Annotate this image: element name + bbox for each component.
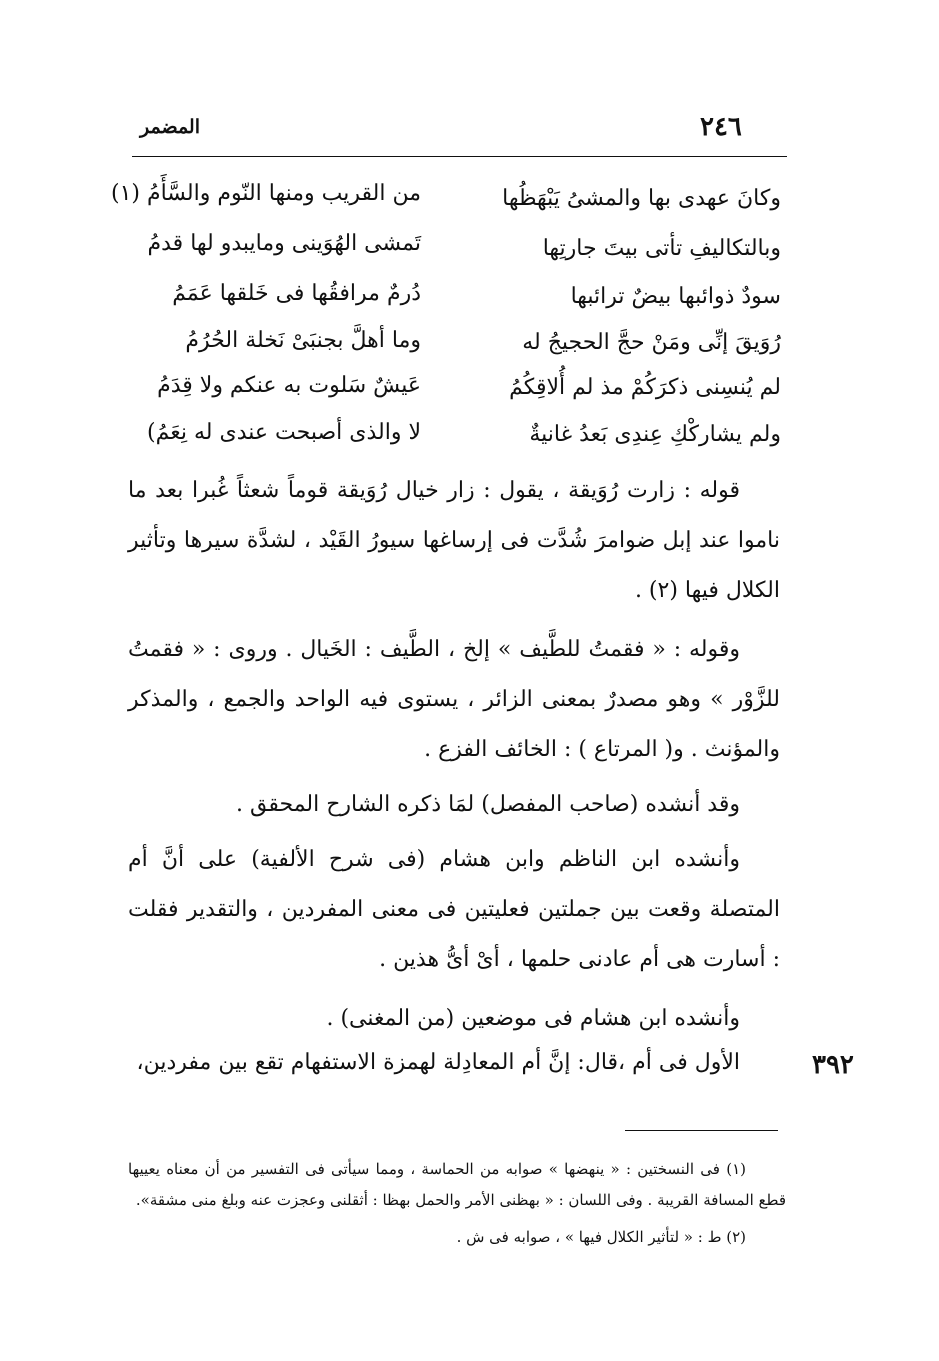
margin-page-number: ٣٩٢ — [812, 1050, 854, 1080]
verse-5-first-hemistich: لم يُنسِنى ذكرَكُمْ مذ لم أُلاقِكُمُ — [509, 375, 781, 400]
paragraph-2: وقوله : « فقمتُ للطَّيف » إلخ ، الطَّيف : الخَيال . وروى : « فقمتُ للزَّوْر » وهو مصدرٌ بمعنى الزائر ، يستوى فيه الواحد والجمع ، والمذكر والمؤنث . و( المرتاع ) : الخائف الفزع . — [128, 637, 780, 762]
running-head: المضمر — [140, 116, 200, 138]
verse-6-first-hemistich: ولم يشاركْكِ عِندِى بَعدُ غانيةٌ — [529, 422, 781, 447]
verse-2-second-hemistich: تَمشى الهُوَينى ومايبدو لها قدمُ — [147, 231, 421, 256]
paragraph-5: وأنشده ابن هشام فى موضعين (من المغنى) . — [326, 1006, 740, 1031]
page-number: ٢٤٦ — [700, 112, 742, 142]
verse-1-second-hemistich: من القريب ومنها النّوم والسَّأَمُ (١) — [110, 181, 421, 206]
verse-4-first-hemistich: رُوَيقَ إنِّى ومَنْ حجَّ الحجيجُ له — [522, 330, 781, 355]
footnote-rule — [625, 1130, 778, 1131]
verse-5-second-hemistich: عَيشٌ سَلوت به عنكم ولا قِدَمُ — [157, 373, 421, 398]
verse-6-second-hemistich: لا والذى أصبحت عندى له نِعَمُ) — [147, 420, 421, 445]
footnote-1: (١) فى النسختين : « ينهضها » صوابه من الحماسة ، ومما سيأتى فى التفسير من أن معناه يعييها قطع المسافة القريبة . وفى اللسان : « بهظنى الأمر والحمل بهظا : أثقلنى وعجزت عنه وبلغ منى مشقة». — [128, 1160, 786, 1209]
paragraph-1: قوله : زارت رُوَيقة ، يقول : زار خيال رُوَيقة قوماً شعثاً غُبرا بعد ما ناموا عند إبل ضوامرَ شُدَّت فى إرساغها سيورُ القَيْد ، لشدَّة سيرها وتأثير الكلال فيها (٢) . — [128, 478, 780, 603]
verse-1-first-hemistich: وكانَ عهدى بها والمشىُ يَبْهَظُها — [502, 186, 781, 211]
verse-4-second-hemistich: وما أهلَّ بجنبَىْ نَخلة الحُرُمُ — [185, 328, 421, 353]
paragraph-6: الأول فى أم ،قال: إنَّ أم المعادِلة لهمزة الاستفهام تقع بين مفردين، — [136, 1050, 740, 1075]
paragraph-4: وأنشده ابن الناظم وابن هشام (فى شرح الألفية) على أنَّ أم المتصلة وقعت بين جملتين فعليتين فى معنى المفردين ، والتقدير فقلت : أسارت هى أم عادنى حلمها ، أىْ أىُّ هذين . — [128, 847, 780, 972]
header-rule — [132, 156, 787, 157]
paragraph-3: وقد أنشده (صاحب المفصل) لمَا ذكره الشارح المحقق . — [236, 792, 740, 817]
footnote-2: (٢) ط : « لتأثير الكلال فيها » ، صوابه فى ش . — [456, 1228, 746, 1246]
verse-2-first-hemistich: وبالتكاليفِ تأتى بيتَ جارتِها — [542, 236, 781, 261]
verse-3-first-hemistich: سودٌ ذوائبها بيضٌ ترائبها — [570, 284, 781, 309]
verse-3-second-hemistich: دُرمٌ مرافقُها فى خَلقها عَمَمُ — [172, 281, 421, 306]
